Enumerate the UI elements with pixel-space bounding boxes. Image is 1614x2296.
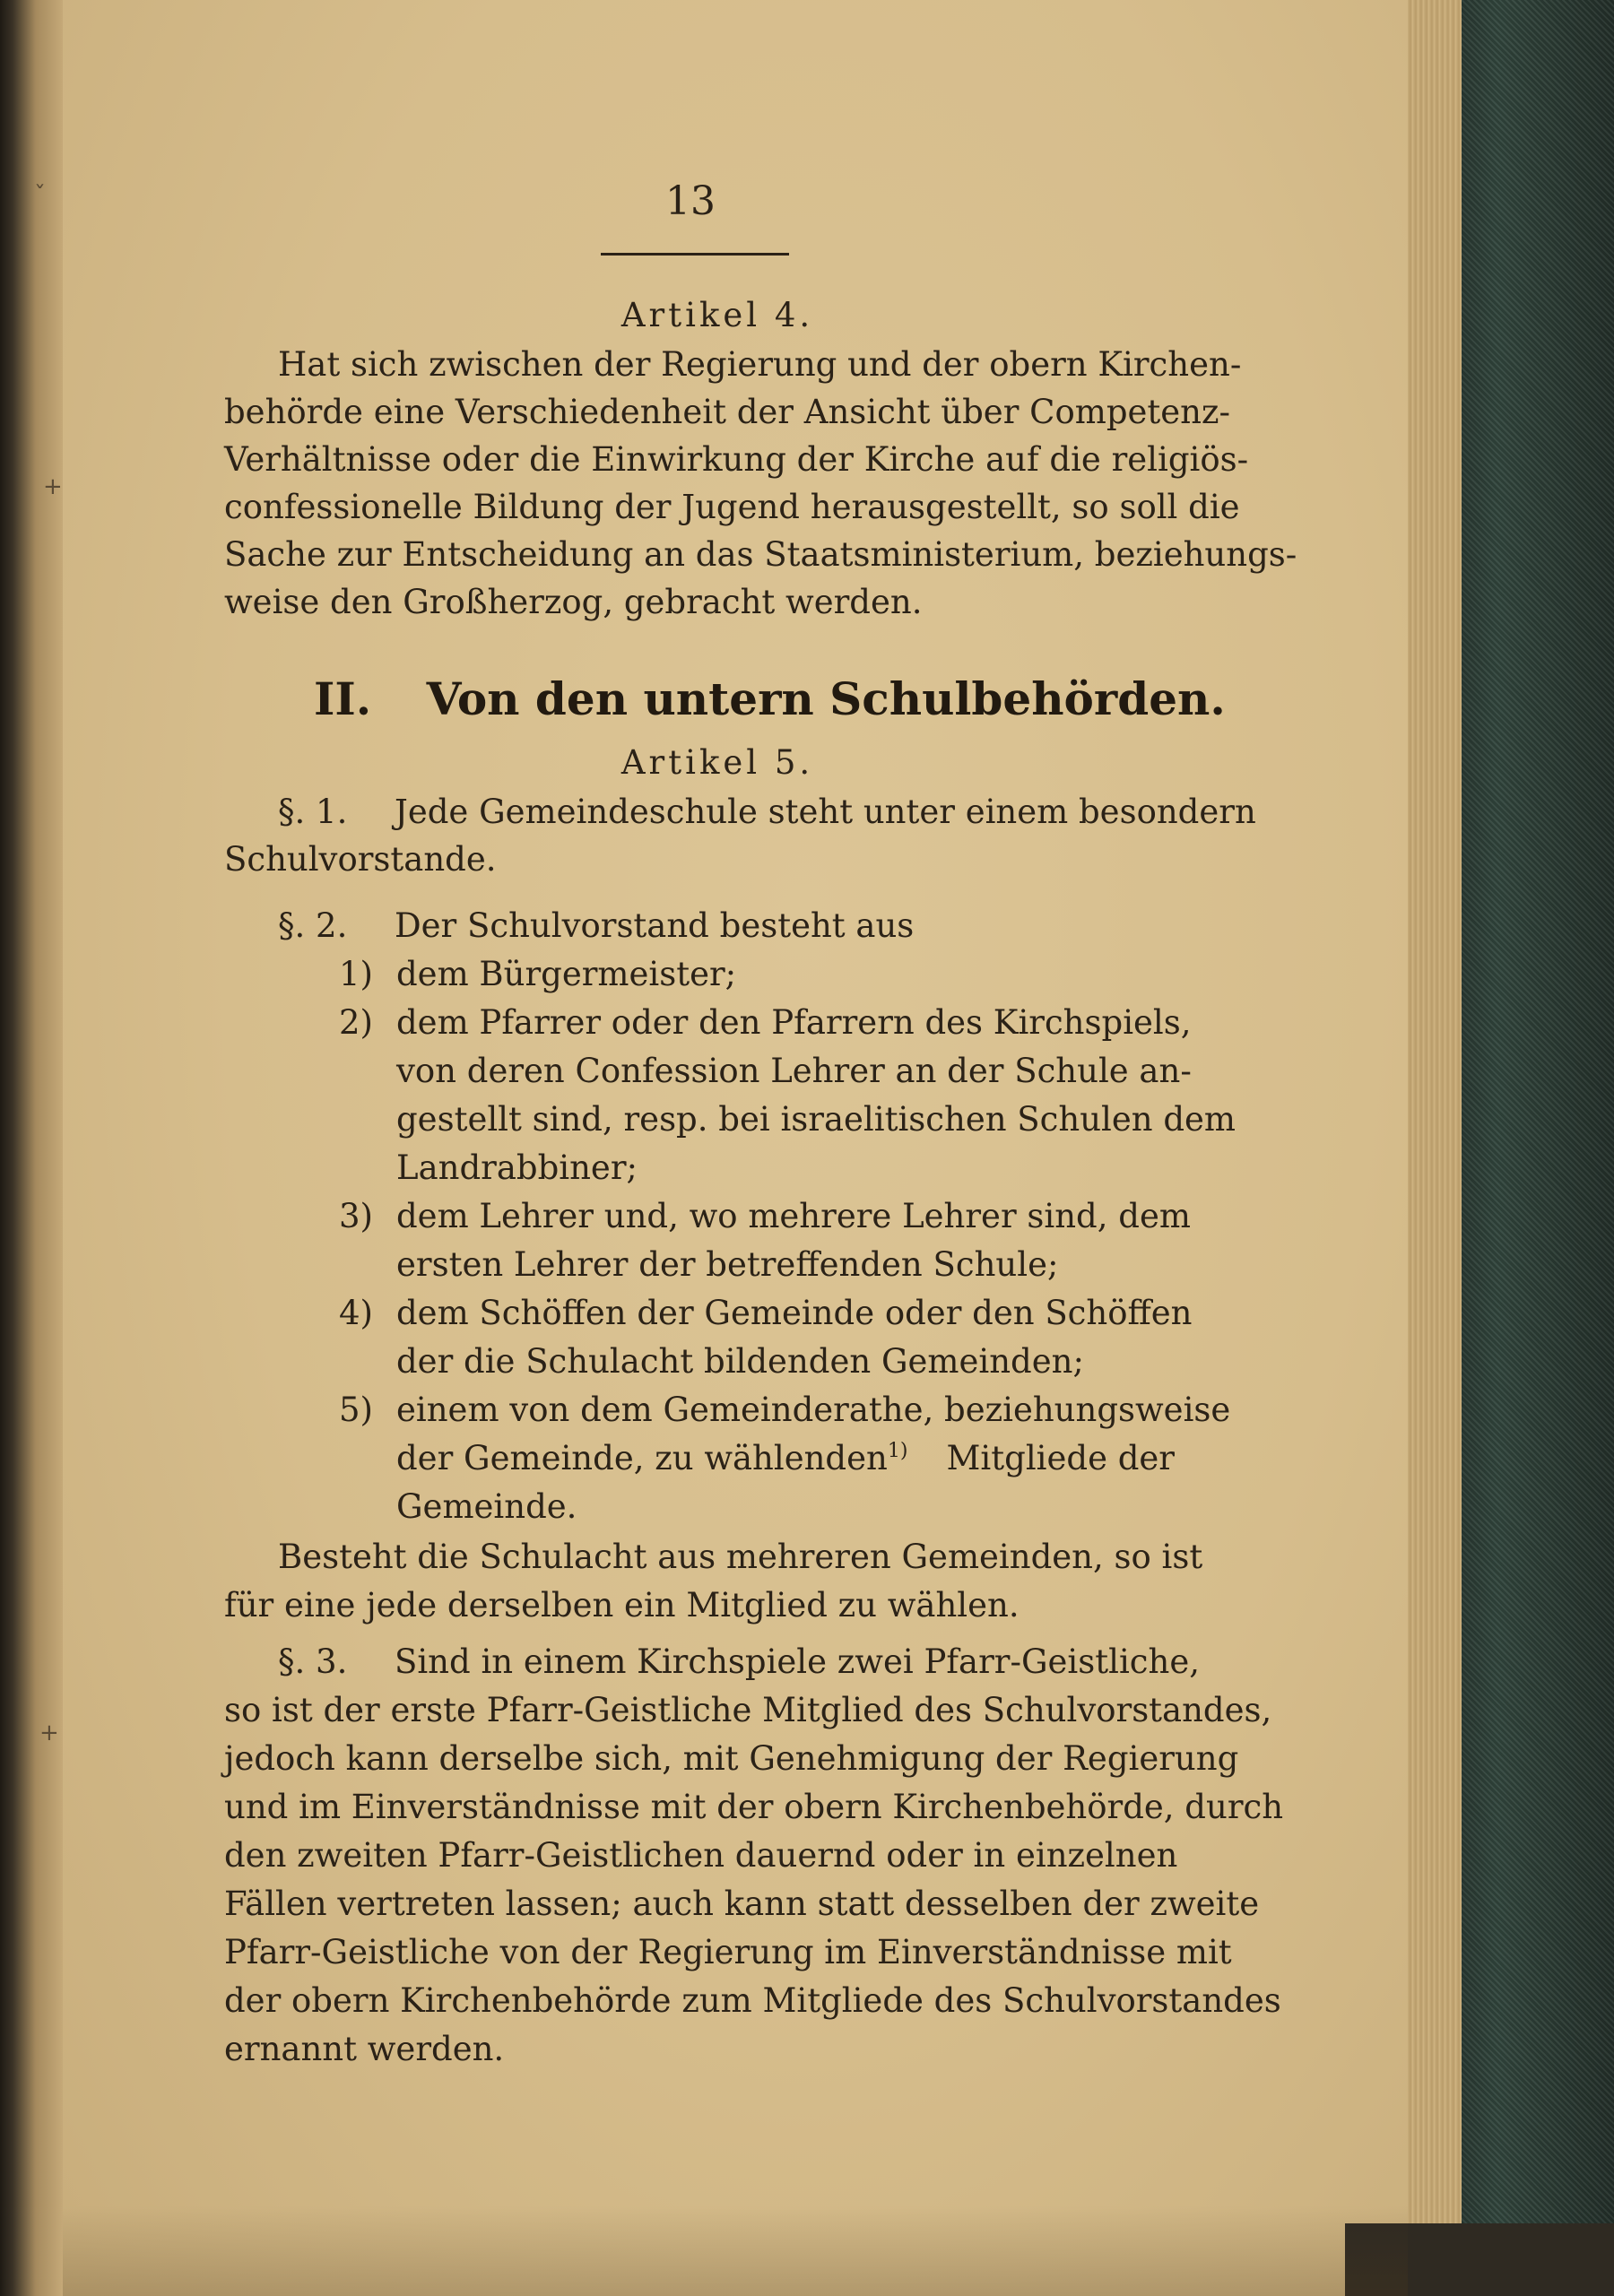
list-item-line: dem Lehrer und, wo mehrere Lehrer sind, dem	[396, 1197, 1191, 1235]
paragraph-2-after-line: für eine jede derselben ein Mitglied zu wählen.	[224, 1586, 1020, 1625]
article-4-line: Sache zur Entscheidung an das Staatsministerium, beziehungs-	[224, 535, 1297, 574]
footnote-marker: 1)	[887, 1440, 908, 1462]
list-item-line: dem Pfarrer oder den Pfarrern des Kirchspiels,	[396, 1003, 1192, 1042]
paragraph-3-label: §. 3.	[278, 1642, 348, 1681]
list-item-text: der Gemeinde, zu wählenden	[396, 1439, 888, 1477]
list-item-number: 4)	[339, 1294, 373, 1332]
paragraph-3-line: Pfarr-Geistliche von der Regierung im Einverständnisse mit	[224, 1933, 1232, 1971]
list-item-line: einem von dem Gemeinderathe, beziehungsweise	[396, 1391, 1231, 1429]
article-4-line: behörde eine Verschiedenheit der Ansicht über Competenz-	[224, 393, 1230, 431]
list-item-line	[396, 1434, 1175, 1484]
margin-mark: +	[43, 473, 63, 500]
paragraph-3-line: den zweiten Pfarr-Geistlichen dauernd oder in einzelnen	[224, 1836, 1178, 1875]
page-bottom-shadow	[63, 2205, 1408, 2296]
paragraph-3-line: ernannt werden.	[224, 2030, 505, 2068]
list-item-number: 2)	[339, 1003, 373, 1042]
paragraph-3-line: jedoch kann derselbe sich, mit Genehmigung der Regierung	[224, 1739, 1239, 1778]
list-item-line: Landrabbiner;	[396, 1148, 638, 1187]
page-stack-edge	[1408, 0, 1462, 2296]
paragraph-1-line: Jede Gemeindeschule steht unter einem besondern	[395, 793, 1256, 831]
list-item-line: der die Schulacht bildenden Gemeinden;	[396, 1342, 1084, 1381]
section-heading	[314, 668, 1226, 731]
paragraph-2-label: §. 2.	[278, 906, 348, 945]
paragraph-3-line: und im Einverständnisse mit der obern Kirchenbehörde, durch	[224, 1788, 1284, 1826]
paragraph-1-label: §. 1.	[278, 793, 348, 831]
list-item-line: dem Schöffen der Gemeinde oder den Schöffen	[396, 1294, 1193, 1332]
margin-mark: ˇ	[34, 182, 46, 209]
paragraph-1-line: Schulvorstande.	[224, 840, 497, 879]
paragraph-3-line: Fällen vertreten lassen; auch kann statt desselben der zweite	[224, 1884, 1260, 1923]
section-title: Von den untern Schulbehörden.	[426, 672, 1226, 725]
article-4-line: confessionelle Bildung der Jugend herausgestellt, so soll die	[224, 488, 1240, 526]
article-5-heading: Artikel 5.	[620, 743, 814, 782]
paragraph-3-line: so ist der erste Pfarr-Geistliche Mitglied des Schulvorstandes,	[224, 1691, 1272, 1729]
paragraph-3-line: Sind in einem Kirchspiele zwei Pfarr-Geistliche,	[395, 1642, 1200, 1681]
list-item-text: Mitgliede der	[946, 1439, 1175, 1477]
list-item-line: von deren Confession Lehrer an der Schule an-	[396, 1052, 1192, 1090]
list-item-line: Gemeinde.	[396, 1487, 577, 1526]
list-item-number: 5)	[339, 1391, 373, 1429]
page-number: 13	[665, 178, 716, 224]
article-4-line: weise den Großherzog, gebracht werden.	[224, 583, 923, 621]
article-4-line: Verhältnisse oder die Einwirkung der Kirche auf die religiös-	[224, 440, 1249, 479]
margin-mark: +	[39, 1720, 59, 1746]
section-numeral: II.	[314, 672, 372, 725]
paragraph-2-intro: Der Schulvorstand besteht aus	[395, 906, 915, 945]
paragraph-2-after-line: Besteht die Schulacht aus mehreren Gemeinden, so ist	[278, 1538, 1203, 1576]
header-rule	[601, 253, 789, 256]
list-item-line: dem Bürgermeister;	[396, 955, 737, 993]
list-item-number: 3)	[339, 1197, 373, 1235]
paragraph-3-line: der obern Kirchenbehörde zum Mitgliede des Schulvorstandes	[224, 1981, 1281, 2020]
article-4-heading: Artikel 4.	[620, 296, 814, 334]
list-item-line: gestellt sind, resp. bei israelitischen Schulen dem	[396, 1100, 1237, 1139]
book-cover	[1462, 0, 1614, 2296]
list-item-line: ersten Lehrer der betreffenden Schule;	[396, 1245, 1059, 1284]
previous-page-edge	[0, 0, 63, 2296]
list-item-number: 1)	[339, 955, 373, 993]
article-4-line: Hat sich zwischen der Regierung und der obern Kirchen-	[278, 345, 1242, 384]
